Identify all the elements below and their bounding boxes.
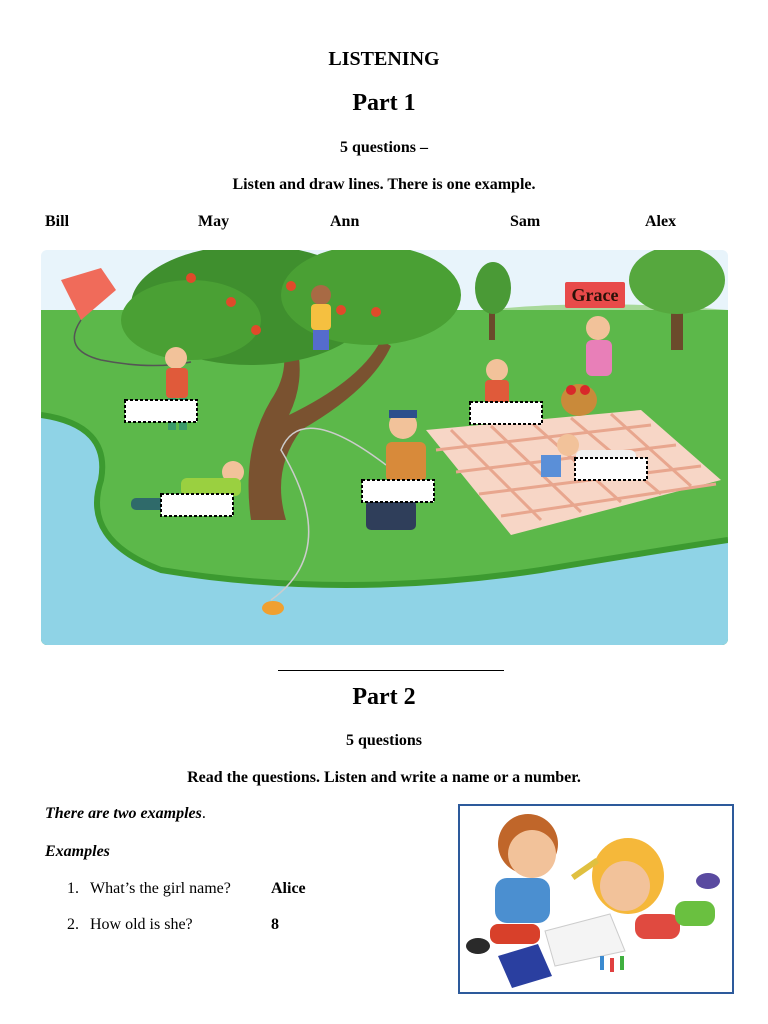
example-question-1-text: What’s the girl name? bbox=[90, 880, 231, 897]
section-divider bbox=[278, 670, 504, 671]
examples-note-period: . bbox=[201, 805, 206, 822]
part1-question-count: 5 questions – bbox=[339, 139, 429, 156]
answer-box-2[interactable] bbox=[470, 402, 542, 424]
name-sam: Sam bbox=[510, 213, 541, 230]
children-drawing-picture bbox=[458, 804, 734, 994]
part1-instruction: Listen and draw lines. There is one example. bbox=[232, 176, 536, 193]
examples-heading: Examples bbox=[45, 843, 110, 860]
examples-note bbox=[45, 805, 206, 823]
name-may: May bbox=[198, 213, 230, 230]
part2-question-count: 5 questions bbox=[345, 732, 423, 749]
name-alex: Alex bbox=[645, 213, 677, 230]
part2-title: Part 2 bbox=[352, 684, 416, 710]
example-question-2 bbox=[67, 916, 79, 934]
park-scene-illustration bbox=[41, 250, 728, 645]
question-number: 2. bbox=[67, 916, 79, 933]
answer-box-5[interactable] bbox=[362, 480, 434, 502]
question-number: 1. bbox=[67, 880, 79, 897]
section-title: LISTENING bbox=[328, 48, 440, 70]
answer-box-4[interactable] bbox=[161, 494, 233, 516]
example-question-1 bbox=[67, 880, 79, 898]
example-answer-2: 8 bbox=[271, 916, 279, 933]
example-answer-1: Alice bbox=[271, 880, 306, 897]
part1-title: Part 1 bbox=[352, 90, 416, 116]
part2-instruction: Read the questions. Listen and write a name or a number. bbox=[187, 769, 581, 786]
examples-note-text: There are two examples bbox=[45, 805, 202, 822]
grace-label: Grace bbox=[571, 285, 619, 305]
name-bill: Bill bbox=[45, 213, 70, 230]
name-ann: Ann bbox=[330, 213, 360, 230]
answer-box-3[interactable] bbox=[575, 458, 647, 480]
answer-box-1[interactable] bbox=[125, 400, 197, 422]
example-question-2-text: How old is she? bbox=[90, 916, 193, 933]
